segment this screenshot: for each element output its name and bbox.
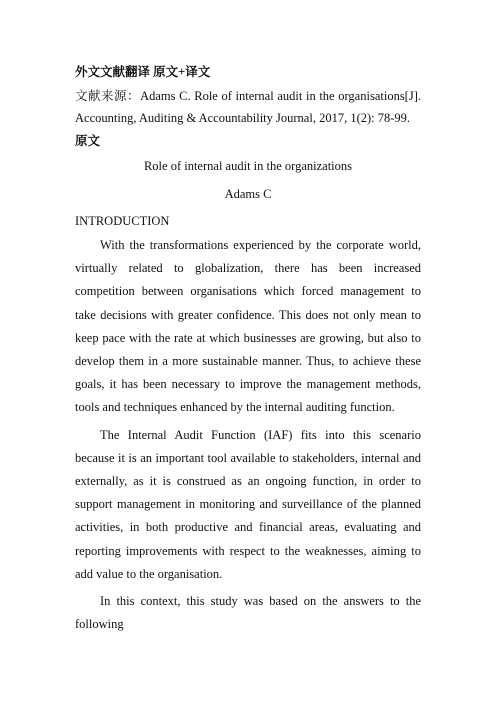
body-paragraph: The Internal Audit Function (IAF) fits into this scenario because it is an important tool available to stakeholders, internal and externally, as it is construed as an ongoing function, in order to support management in monitoring and surveillance of the planned activities, in both productive and financial areas, evaluating and reporting improvements with respect to the weaknesses, aiming to add value to the organisation. (75, 427, 421, 581)
source-citation: 文献来源：Adams C. Role of internal audit in the organisations[J]. Accounting, Auditing & Accountability Journal, 2017, 1(2): 78-99. (75, 89, 421, 125)
article-author: Adams C (224, 187, 272, 201)
article-title: Role of internal audit in the organizations (143, 159, 353, 173)
body-paragraph: With the transformations experienced by the corporate world, virtually related to globalization, there has been increased competition between organisations which forced management to take decisions with greater confidence. This does not only mean to keep pace with the rate at which businesses are growing, but also to develop them in a more sustainable manner. Thus, to achieve these goals, it has been necessary to improve the management methods, tools and techniques enhanced by the internal auditing function. (75, 238, 421, 415)
body-paragraph: In this context, this study was based on the answers to the following (75, 594, 421, 632)
section-label-original: 原文 (75, 134, 101, 148)
document-heading: 外文文献翻译 原文+译文 (75, 65, 211, 79)
introduction-heading: INTRODUCTION (75, 214, 170, 228)
document-page (75, 62, 421, 640)
